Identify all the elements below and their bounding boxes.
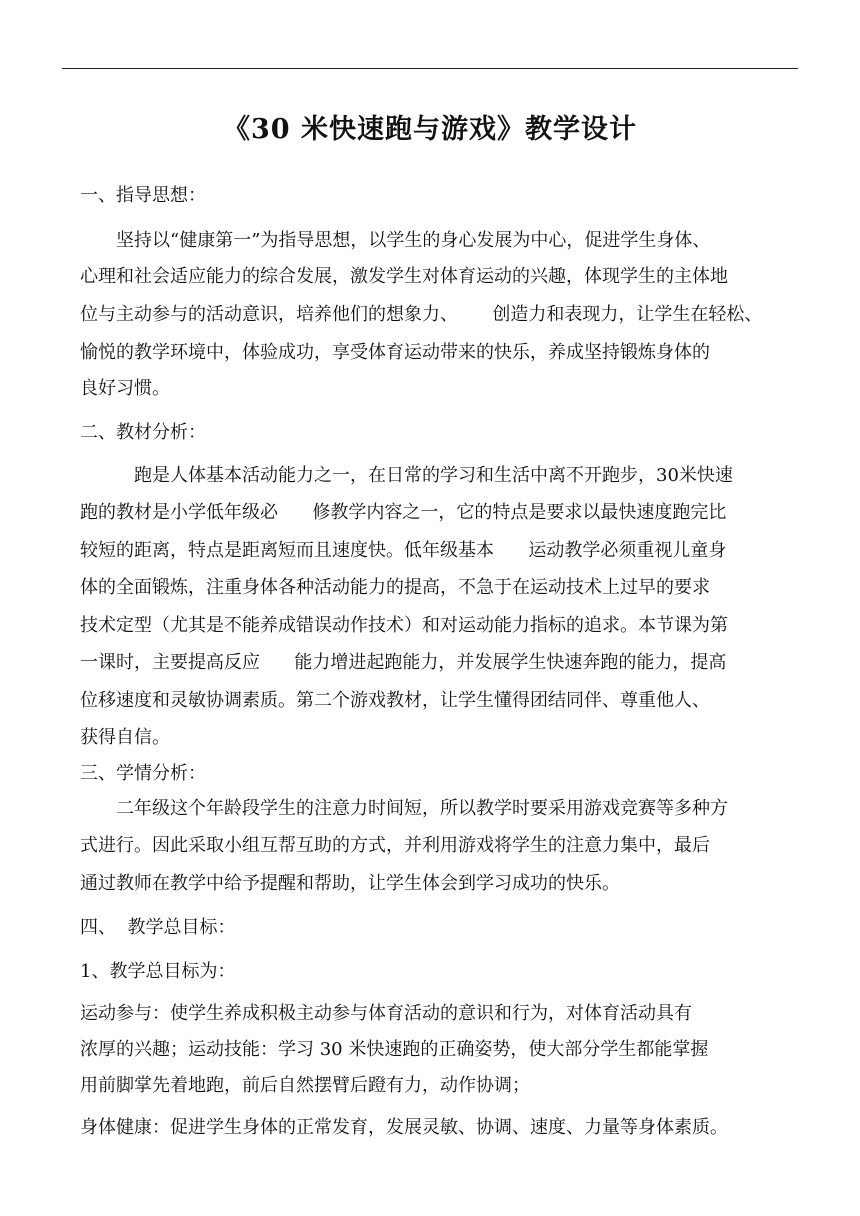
section-heading-learner-analysis: 三、学情分析：: [80, 763, 206, 784]
paragraph-line: 运动参与：使学生养成积极主动参与体育活动的意识和行为，对体育活动具有: [80, 1003, 692, 1024]
paragraph-line: 式进行。因此采取小组互帮互助的方式，并利用游戏将学生的注意力集中，最后: [80, 835, 710, 856]
paragraph-line: 技术定型（尤其是不能养成错误动作技术）和对运动能力指标的追求。本节课为第: [80, 615, 728, 636]
paragraph-line: 较短的距离，特点是距离短而且速度快。低年级基本 运动教学必须重视儿童身: [80, 540, 727, 561]
paragraph-line: 体的全面锻炼，注重身体各种活动能力的提高，不急于在运动技术上过早的要求: [80, 577, 710, 598]
section-heading-teaching-goals: 四、 教学总目标：: [80, 917, 236, 938]
sub-heading-goals: 1、教学总目标为：: [80, 961, 236, 982]
paragraph-line: 浓厚的兴趣；运动技能：学习 30 米快速跑的正确姿势，使大部分学生都能掌握: [80, 1039, 709, 1060]
paragraph-line: 一课时，主要提高反应 能力增进起跑能力，并发展学生快速奔跑的能力，提高: [80, 652, 727, 673]
paragraph-line: 通过教师在教学中给予提醒和帮助，让学生体会到学习成功的快乐。: [80, 873, 620, 894]
paragraph-line: 坚持以“健康第一”为指导思想，以学生的身心发展为中心，促进学生身体、: [116, 230, 711, 251]
paragraph-line: 跑的教材是小学低年级必 修教学内容之一，它的特点是要求以最快速度跑完比: [80, 502, 727, 523]
section-heading-guiding-ideology: 一、指导思想：: [80, 185, 206, 206]
paragraph-line: 位移速度和灵敏协调素质。第二个游戏教材，让学生懂得团结同伴、尊重他人、: [80, 690, 710, 711]
document-title: 《30 米快速跑与游戏》教学设计: [223, 114, 637, 145]
paragraph-line: 二年级这个年龄段学生的注意力时间短，所以教学时要采用游戏竞赛等多种方: [116, 798, 728, 819]
header-rule: [62, 68, 798, 69]
paragraph-line: 心理和社会适应能力的综合发展，激发学生对体育运动的兴趣，体现学生的主体地: [80, 266, 728, 287]
section-heading-material-analysis: 二、教材分析：: [80, 422, 206, 443]
paragraph-line: 身体健康：促进学生身体的正常发育，发展灵敏、协调、速度、力量等身体素质。: [80, 1117, 728, 1138]
paragraph-line: 位与主动参与的活动意识，培养他们的想象力、 创造力和表现力，让学生在轻松、: [80, 304, 763, 325]
paragraph-line: 良好习惯。: [80, 378, 170, 399]
paragraph-line: 愉悦的教学环境中，体验成功，享受体育运动带来的快乐，养成坚持锻炼身体的: [80, 342, 710, 363]
paragraph-line: 用前脚掌先着地跑，前后自然摆臂后蹬有力，动作协调；: [80, 1075, 530, 1096]
paragraph-line: 跑是人体基本活动能力之一，在日常的学习和生活中离不开跑步，30米快速: [134, 465, 733, 486]
paragraph-line: 获得自信。: [80, 727, 170, 748]
